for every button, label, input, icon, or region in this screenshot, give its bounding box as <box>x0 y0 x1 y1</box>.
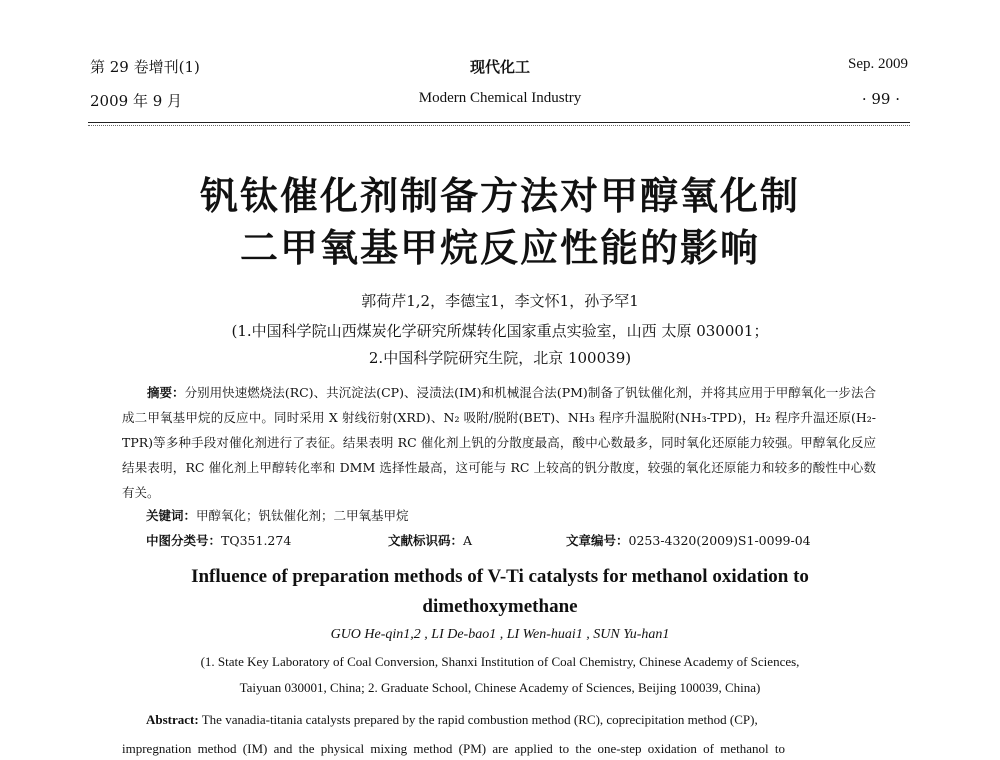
date-cn: 2009 年 9 月 <box>90 92 183 110</box>
header-rule-dotted <box>88 125 910 126</box>
classification-value: TQ351.274 <box>221 533 292 548</box>
keywords-cn <box>146 506 409 524</box>
authors-cn: 郭荷芹1,2，李德宝1，李文怀1，孙予罕1 <box>361 292 639 310</box>
affiliation-cn-2: 2.中国科学院研究生院，北京 100039) <box>368 349 632 367</box>
document-code-value: A <box>463 533 473 548</box>
article-number-value: 0253-4320(2009)S1-0099-04 <box>628 533 811 548</box>
abstract-en-label: Abstract: <box>146 712 199 727</box>
abstract-cn-text: 分别用快速燃烧法(RC)、共沉淀法(CP)、浸渍法(IM)和机械混合法(PM)制备了钒钛催化剂，并将其应用于甲醇氧化一步法合成二甲氧基甲烷的反应中。同时采用 X 射线衍射(XRD)、N₂ 吸附/脱附(BET)、NH₃ 程序升温脱附(NH₃-TPD)，H₂ 程序升温还原(H₂-TPR)等多种手段对催化剂进行了表征。结果表明 RC 催化剂上钒的分散度最高，酸中心数最多，同时氧化还原能力较强。甲醇氧化反应结果表明，RC 催化剂上甲醇转化率和 DMM 选择性最高，这可能与 RC 上较高的钒分散度，较强的氧化还原能力和较多的酸性中心数有关。 <box>122 385 876 500</box>
journal-name-en: Modern Chemical Industry <box>418 90 582 106</box>
header-rule <box>88 122 910 123</box>
classification-label: 中图分类号： <box>146 533 222 548</box>
abstract-en-line-1 <box>146 712 758 728</box>
affiliation-cn-1: (1.中国科学院山西煤炭化学研究所煤转化国家重点实验室，山西 太原 030001； <box>231 322 769 340</box>
title-en-line-1: Influence of preparation methods of V-Ti catalysts for methanol oxidation to <box>191 566 809 587</box>
volume-info: 第 29 卷增刊(1) <box>90 58 200 76</box>
date-en: Sep. 2009 <box>848 56 908 72</box>
page-number: · 99 · <box>861 90 900 108</box>
article-number <box>566 531 811 549</box>
title-cn-line-1: 钒钛催化剂制备方法对甲醇氧化制 <box>199 174 800 218</box>
abstract-en-text-1: The vanadia-titania catalysts prepared by the rapid combustion method (RC), coprecipitation method (CP), <box>201 712 758 727</box>
title-cn-line-2: 二甲氧基甲烷反应性能的影响 <box>239 226 760 270</box>
affiliation-en-1: (1. State Key Laboratory of Coal Conversion, Shanxi Institution of Coal Chemistry, Chinese Academy of Sciences, <box>200 654 800 669</box>
journal-name-cn: 现代化工 <box>469 58 530 76</box>
abstract-cn <box>122 380 876 505</box>
document-code <box>388 531 472 549</box>
abstract-en-line-2: impregnation method (IM) and the physical mixing method (PM) are applied to the one-step oxidation of methanol to <box>122 741 785 756</box>
title-en-line-2: dimethoxymethane <box>422 596 578 617</box>
affiliation-en-2: Taiyuan 030001, China; 2. Graduate School, Chinese Academy of Sciences, Beijing 100039, China) <box>239 680 761 695</box>
keywords-label: 关键词： <box>146 508 197 523</box>
document-code-label: 文献标识码： <box>388 533 464 548</box>
keywords-text: 甲醇氧化；钒钛催化剂；二甲氧基甲烷 <box>196 508 409 523</box>
abstract-cn-label: 摘要： <box>147 385 185 400</box>
classification-number <box>146 531 291 549</box>
authors-en: GUO He-qin1,2 , LI De-bao1 , LI Wen-huai1 , SUN Yu-han1 <box>330 627 670 642</box>
article-number-label: 文章编号： <box>566 533 629 548</box>
